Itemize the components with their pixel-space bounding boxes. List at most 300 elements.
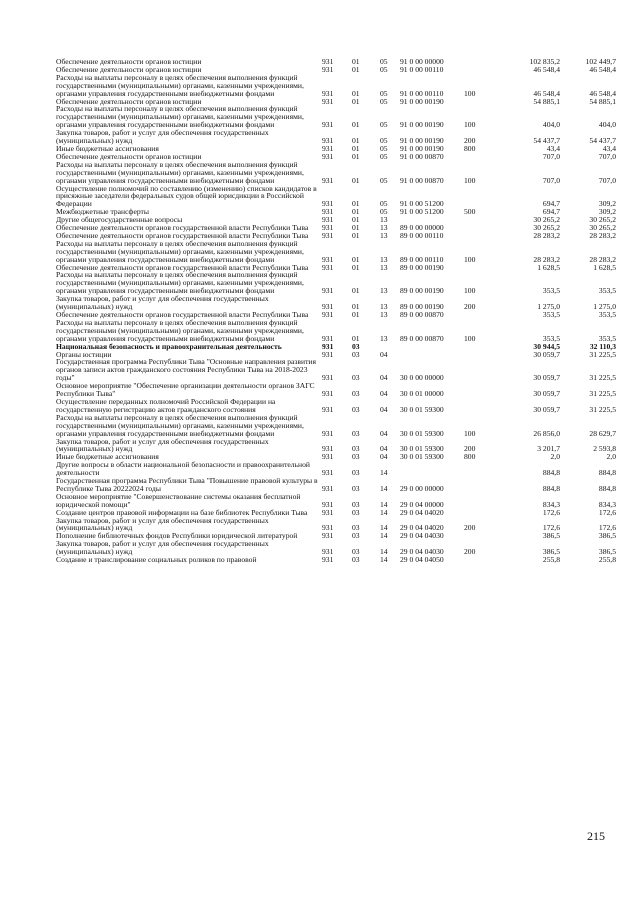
row-amount-year-1: 28 283,2 [533,254,560,264]
row-target-article-code: 89 0 00 00000 [400,223,444,233]
row-subsection-code: 13 [380,254,388,264]
row-section-code: 03 [352,341,360,351]
row-expense-type-code: 100 [464,428,476,438]
row-ministry-code: 931 [322,547,334,557]
row-target-article-code [400,351,464,359]
row-expense-type-code [464,216,502,224]
row-name: Обеспечение деятельности органов юстиции [56,151,202,161]
row-amount-year-2: 102 449,7 [585,57,616,66]
row-name: Основное мероприятие "Совершенствование системы оказания бесплатной юридической помощи" [56,491,301,509]
row-target-article-code: 89 0 00 00110 [400,230,444,240]
row-subsection-code: 04 [380,428,388,438]
table-row [56,161,616,185]
row-amount-year-2: 28 629,7 [589,428,616,438]
row-expense-type-code: 200 [464,444,476,454]
row-section-code: 01 [352,136,360,146]
row-expense-type-code: 200 [464,302,476,312]
row-amount-year-2: 353,5 [598,286,616,296]
row-expense-type-code [464,382,502,398]
row-expense-type-code [464,311,502,319]
row-amount-year-2: 54 437,7 [589,136,616,146]
row-ministry-code: 931 [322,373,334,383]
row-target-article-code: 29 0 00 00000 [400,483,444,493]
row-expense-type-code: 200 [464,136,476,146]
row-amount-year-2: 172,6 [598,507,616,517]
row-amount-year-1: 707,0 [542,151,560,161]
row-target-article-code: 89 0 00 00190 [400,262,444,272]
row-name: Расходы на выплаты персоналу в целях обеспечения выполнения функций государственными (муниципальными) органами, казенными учреждениями, органами управления государственными внебюджетными фондами [56,104,304,130]
row-expense-type-code [464,351,502,359]
row-section-code: 03 [352,428,360,438]
table-row [56,271,616,295]
row-ministry-code: 931 [322,199,334,209]
row-name: Иные бюджетные ассигнования [56,452,159,462]
row-name: Государственная программа Республики Тыва "Основные направления развития органов записи актов гражданского состояния Республики Тыва на 2018-2023 годы" [56,357,316,383]
row-amount-year-1: 3 201,7 [537,444,560,454]
row-amount-year-1: 353,5 [542,286,560,296]
row-subsection-code: 04 [380,349,388,359]
row-section-code: 03 [352,547,360,557]
row-subsection-code: 13 [380,215,388,225]
table-row [56,295,616,311]
row-ministry-code: 931 [322,389,334,399]
row-section-code: 01 [352,120,360,130]
row-name: Расходы на выплаты персоналу в целях обеспечения выполнения функций государственными (муниципальными) органами, казенными учреждениями, органами управления государственными внебюджетными фондами [56,159,304,185]
row-amount-year-1: 2,0 [550,452,560,462]
row-amount-year-2: 884,8 [598,468,616,478]
table-row [56,461,616,477]
row-name: Другие вопросы в области национальной безопасности и правоохранительной деятельности [56,460,310,478]
row-expense-type-code [464,358,502,382]
row-amount-year-1: 30 059,7 [533,373,560,383]
row-ministry-code: 931 [322,175,334,185]
row-amount-year-2: 1 275,0 [593,302,616,312]
row-expense-type-code: 100 [464,88,476,98]
row-name: Закупка товаров, работ и услуг для обеспечения государственных (муниципальных) нужд [56,515,269,533]
row-ministry-code: 931 [322,120,334,130]
row-subsection-code: 14 [380,499,388,509]
row-section-code: 01 [352,333,360,343]
row-ministry-code: 931 [322,151,334,161]
table-row [56,414,616,438]
row-ministry-code: 931 [322,136,334,146]
budget-document-page [56,58,616,564]
row-ministry-code: 931 [322,262,334,272]
row-target-article-code: 89 0 00 00190 [400,302,444,312]
row-name: Обеспечение деятельности органов юстиции [56,57,202,66]
row-amount-year-2: 834,3 [598,499,616,509]
budget-table-body [56,58,616,564]
row-ministry-code: 931 [322,349,334,359]
row-amount-year-2: 28 283,2 [589,230,616,240]
row-section-code: 01 [352,143,360,153]
row-target-article-code: 89 0 00 00870 [400,333,444,343]
table-row [56,105,616,129]
row-amount-year-1: 30 059,7 [533,389,560,399]
table-row [56,540,616,556]
row-amount-year-2: 2,0 [606,452,616,462]
row-subsection-code: 13 [380,286,388,296]
row-subsection-code: 04 [380,404,388,414]
row-ministry-code: 931 [322,428,334,438]
row-name: Расходы на выплаты персоналу в целях обеспечения выполнения функций государственными (муниципальными) органами, казенными учреждениями, органами управления государственными внебюджетными фондами [56,412,304,438]
row-expense-type-code: 100 [464,120,476,130]
row-subsection-code: 13 [380,223,388,233]
row-subsection-code: 05 [380,88,388,98]
row-ministry-code: 931 [322,57,334,66]
row-section-code: 01 [352,286,360,296]
row-section-code: 03 [352,555,360,565]
row-amount-year-1: 172,6 [542,507,560,517]
row-expense-type-code: 500 [464,207,476,217]
row-target-article-code: 91 0 00 00190 [400,143,444,153]
row-amount-year-2: 30 265,2 [589,223,616,233]
row-name: Органы юстиции [56,349,112,359]
row-ministry-code: 931 [322,507,334,517]
row-amount-year-1: 884,8 [542,483,560,493]
row-subsection-code: 14 [380,547,388,557]
row-name: Национальная безопасность и правоохранительная деятельность [56,341,282,351]
row-ministry-code: 931 [322,215,334,225]
row-subsection-code: 13 [380,333,388,343]
row-section-code: 01 [352,175,360,185]
row-subsection-code: 05 [380,175,388,185]
row-subsection-code: 04 [380,373,388,383]
row-ministry-code: 931 [322,143,334,153]
row-section-code: 03 [352,523,360,533]
row-ministry-code: 931 [322,223,334,233]
row-name: Расходы на выплаты персоналу в целях обеспечения выполнения функций государственными (муниципальными) органами, казенными учреждениями, органами управления государственными внебюджетными фондами [56,317,304,343]
row-subsection-code: 05 [380,143,388,153]
table-row [56,343,616,351]
row-ministry-code: 931 [322,310,334,319]
row-expense-type-code [464,66,502,74]
row-amount-year-2: 32 110,3 [589,341,616,351]
row-name: Создание и транслирование социальных роликов по правовой [56,555,257,565]
row-target-article-code: 91 0 00 00190 [400,120,444,130]
row-ministry-code: 931 [322,96,334,106]
row-subsection-code: 13 [380,262,388,272]
row-expense-type-code [464,343,502,351]
row-expense-type-code [464,98,502,106]
row-amount-year-1: 353,5 [542,310,560,319]
row-amount-year-2: 309,2 [598,199,616,209]
row-ministry-code: 931 [322,531,334,541]
row-ministry-code: 931 [322,88,334,98]
row-expense-type-code: 200 [464,547,476,557]
row-section-code: 03 [352,507,360,517]
row-expense-type-code [464,153,502,161]
row-ministry-code: 931 [322,341,334,351]
row-ministry-code: 931 [322,483,334,493]
row-name: Расходы на выплаты персоналу в целях обеспечения выполнения функций государственными (муниципальными) органами, казенными учреждениями, органами управления государственными внебюджетными фондами [56,72,304,98]
row-ministry-code: 931 [322,452,334,462]
row-amount-year-1: 707,0 [542,175,560,185]
row-target-article-code: 91 0 00 51200 [400,199,444,209]
row-subsection-code: 14 [380,555,388,565]
row-ministry-code: 931 [322,444,334,454]
row-section-code: 03 [352,404,360,414]
table-row [56,517,616,533]
row-section-code: 01 [352,262,360,272]
row-ministry-code: 931 [322,523,334,533]
row-section-code: 01 [352,230,360,240]
row-target-article-code: 91 0 00 00110 [400,88,444,98]
table-row [56,129,616,145]
row-section-code: 01 [352,207,360,217]
row-name: Обеспечение деятельности органов государственной власти Республики Тыва [56,223,309,233]
row-section-code: 01 [352,310,360,319]
row-expense-type-code [464,556,502,564]
row-target-article-code: 91 0 00 00190 [400,96,444,106]
row-amount-year-2: 386,5 [598,547,616,557]
row-ministry-code: 931 [322,555,334,565]
budget-table [56,58,616,564]
row-section-code: 01 [352,88,360,98]
row-subsection-code: 05 [380,151,388,161]
row-name: Закупка товаров, работ и услуг для обеспечения государственных (муниципальных) нужд [56,128,269,146]
row-name: Другие общегосударственные вопросы [56,215,183,225]
row-name: Обеспечение деятельности органов государственной власти Республики Тыва [56,262,309,272]
table-row [56,185,616,209]
row-subsection-code: 05 [380,57,388,66]
table-row [56,477,616,493]
row-name: Обеспечение деятельности органов юстиции [56,96,202,106]
row-expense-type-code [464,398,502,414]
row-amount-year-2: 46 548,4 [589,88,616,98]
row-subsection-code: 05 [380,96,388,106]
row-expense-type-code [464,532,502,540]
row-target-article-code: 30 0 01 59300 [400,452,444,462]
row-amount-year-2: 31 225,5 [589,389,616,399]
row-subsection-code: 14 [380,523,388,533]
row-name: Пополнение библиотечных фондов Республики юридической литературой [56,531,298,541]
table-row [56,358,616,382]
row-amount-year-1: 102 835,2 [529,57,560,66]
row-name: Закупка товаров, работ и услуг для обеспечения государственных (муниципальных) нужд [56,539,269,557]
row-expense-type-code [464,232,502,240]
row-expense-type-code [464,493,502,509]
row-target-article-code: 30 0 01 59300 [400,404,444,414]
row-amount-year-2: 2 593,8 [593,444,616,454]
row-subsection-code: 13 [380,310,388,319]
row-target-article-code: 89 0 00 00870 [400,310,444,319]
row-amount-year-2: 30 265,2 [589,215,616,225]
row-amount-year-1: 386,5 [542,547,560,557]
row-section-code: 01 [352,215,360,225]
row-expense-type-code [464,224,502,232]
row-amount-year-1: 30 059,7 [533,404,560,414]
row-amount-year-2: 404,0 [598,120,616,130]
row-name: Обеспечение деятельности органов государственной власти Республики Тыва [56,310,309,319]
row-name: Осуществление переданных полномочий Российской Федерации на государственную регистрацию актов гражданского состояния [56,396,276,414]
row-name: Осуществление полномочий по составлению (изменению) списков кандидатов в присяжные заседатели федеральных судов общей юрисдикции в Российской Федерации [56,183,317,209]
row-amount-year-2: 884,8 [598,483,616,493]
row-expense-type-code [464,477,502,493]
row-section-code: 01 [352,199,360,209]
row-ministry-code: 931 [322,302,334,312]
row-section-code: 03 [352,452,360,462]
row-subsection-code: 05 [380,207,388,217]
row-amount-year-1: 30 265,2 [533,223,560,233]
table-row [56,493,616,509]
table-row [56,438,616,454]
row-ministry-code: 931 [322,333,334,343]
row-amount-year-2: 31 225,5 [589,349,616,359]
row-target-article-code: 91 0 00 00110 [400,64,444,74]
row-amount-year-1: 54 885,1 [533,96,560,106]
row-amount-year-1: 28 283,2 [533,230,560,240]
row-section-code: 01 [352,302,360,312]
table-row [56,398,616,414]
row-target-article-code [400,343,464,351]
row-subsection-code: 13 [380,302,388,312]
row-expense-type-code: 100 [464,286,476,296]
row-amount-year-2: 172,6 [598,523,616,533]
row-expense-type-code [464,509,502,517]
row-name: Расходы на выплаты персоналу в целях обеспечения выполнения функций государственными (муниципальными) органами, казенными учреждениями, органами управления государственными внебюджетными фондами [56,238,304,264]
row-expense-type-code: 800 [464,452,476,462]
row-target-article-code: 29 0 04 04030 [400,547,444,557]
row-amount-year-2: 54 885,1 [589,96,616,106]
page-number: 215 [587,829,605,843]
row-target-article-code: 29 0 04 04020 [400,523,444,533]
row-section-code: 03 [352,531,360,541]
row-amount-year-1: 26 856,0 [533,428,560,438]
row-ministry-code: 931 [322,254,334,264]
row-amount-year-2: 43,4 [602,143,616,153]
row-amount-year-1: 884,8 [542,468,560,478]
row-amount-year-2: 309,2 [598,207,616,217]
row-name: Основное мероприятие "Обеспечение организации деятельности органов ЗАГС Республики Тыва" [56,381,315,399]
table-row [56,74,616,98]
row-amount-year-1: 386,5 [542,531,560,541]
row-expense-type-code [464,264,502,272]
row-target-article-code: 30 0 01 59300 [400,444,444,454]
row-expense-type-code: 800 [464,143,476,153]
row-amount-year-1: 30 265,2 [533,215,560,225]
row-subsection-code: 05 [380,64,388,74]
row-expense-type-code [464,185,502,209]
row-subsection-code: 14 [380,507,388,517]
row-subsection-code: 05 [380,136,388,146]
table-row [56,556,616,564]
row-amount-year-2: 31 225,5 [589,404,616,414]
row-subsection-code: 04 [380,389,388,399]
row-section-code: 01 [352,254,360,264]
row-amount-year-2: 707,0 [598,151,616,161]
row-section-code: 03 [352,499,360,509]
row-amount-year-1: 172,6 [542,523,560,533]
row-target-article-code: 29 0 04 00000 [400,499,444,509]
row-amount-year-1: 1 628,5 [537,262,560,272]
row-subsection-code: 13 [380,230,388,240]
table-row [56,240,616,264]
row-target-article-code: 30 0 01 59300 [400,428,444,438]
row-amount-year-1: 834,3 [542,499,560,509]
row-ministry-code: 931 [322,207,334,217]
row-target-article-code: 91 0 00 00870 [400,151,444,161]
row-amount-year-1: 30 944,5 [533,341,560,351]
row-target-article-code: 30 0 00 00000 [400,373,444,383]
row-amount-year-1: 46 548,4 [533,88,560,98]
row-target-article-code: 91 0 00 51200 [400,207,444,217]
row-name: Обеспечение деятельности органов юстиции [56,64,202,74]
row-target-article-code: 91 0 00 00870 [400,175,444,185]
row-amount-year-1: 30 059,7 [533,349,560,359]
table-row [56,319,616,343]
row-name: Обеспечение деятельности органов государственной власти Республики Тыва [56,230,309,240]
row-amount-year-2: 707,0 [598,175,616,185]
row-name: Иные бюджетные ассигнования [56,143,159,153]
row-ministry-code: 931 [322,64,334,74]
row-amount-year-2: 353,5 [598,333,616,343]
row-name: Закупка товаров, работ и услуг для обеспечения государственных (муниципальных) нужд [56,294,269,312]
row-target-article-code: 30 0 01 00000 [400,389,444,399]
row-amount-year-2: 31 225,5 [589,373,616,383]
row-expense-type-code [464,58,502,66]
row-target-article-code: 91 0 00 00000 [400,57,444,66]
row-section-code: 01 [352,151,360,161]
row-expense-type-code: 100 [464,175,476,185]
row-name: Межбюджетные трансферты [56,207,149,217]
row-ministry-code: 931 [322,404,334,414]
row-subsection-code: 14 [380,531,388,541]
row-subsection-code: 14 [380,483,388,493]
row-amount-year-1: 404,0 [542,120,560,130]
row-section-code: 01 [352,96,360,106]
row-amount-year-2: 1 628,5 [593,262,616,272]
row-amount-year-2: 353,5 [598,310,616,319]
row-amount-year-1: 353,5 [542,333,560,343]
row-target-article-code: 29 0 04 04020 [400,507,444,517]
row-amount-year-1: 1 275,0 [537,302,560,312]
row-section-code: 03 [352,349,360,359]
row-amount-year-2: 28 283,2 [589,254,616,264]
row-section-code: 03 [352,373,360,383]
row-section-code: 03 [352,389,360,399]
row-subsection-code: 04 [380,452,388,462]
row-name: Расходы на выплаты персоналу в целях обеспечения выполнения функций государственными (муниципальными) органами, казенными учреждениями, органами управления государственными внебюджетными фондами [56,270,304,296]
row-section-code: 01 [352,223,360,233]
row-section-code: 03 [352,468,360,478]
row-section-code: 01 [352,57,360,66]
row-amount-year-1: 54 437,7 [533,136,560,146]
row-section-code: 01 [352,64,360,74]
row-amount-year-1: 43,4 [546,143,560,153]
row-amount-year-1: 46 548,4 [533,64,560,74]
row-target-article-code: 89 0 00 00110 [400,254,444,264]
row-amount-year-1: 694,7 [542,207,560,217]
row-ministry-code: 931 [322,230,334,240]
row-expense-type-code: 100 [464,333,476,343]
row-expense-type-code: 100 [464,254,476,264]
row-ministry-code: 931 [322,286,334,296]
row-subsection-code: 05 [380,199,388,209]
row-target-article-code [400,461,464,477]
row-name: Государственная программа Республики Тыва "Повышение правовой культуры в Республике Тыва 20222024 годы [56,476,318,493]
row-expense-type-code [464,461,502,477]
row-amount-year-2: 386,5 [598,531,616,541]
row-subsection-code: 14 [380,468,388,478]
table-row [56,382,616,398]
row-name: Закупка товаров, работ и услуг для обеспечения государственных (муниципальных) нужд [56,436,269,454]
row-amount-year-1: 255,8 [542,555,560,565]
row-target-article-code: 29 0 04 04050 [400,555,444,565]
row-name: Создание центров правовой информации на базе библиотек Республики Тыва [56,507,308,517]
row-target-article-code: 89 0 00 00190 [400,286,444,296]
row-subsection-code: 04 [380,444,388,454]
